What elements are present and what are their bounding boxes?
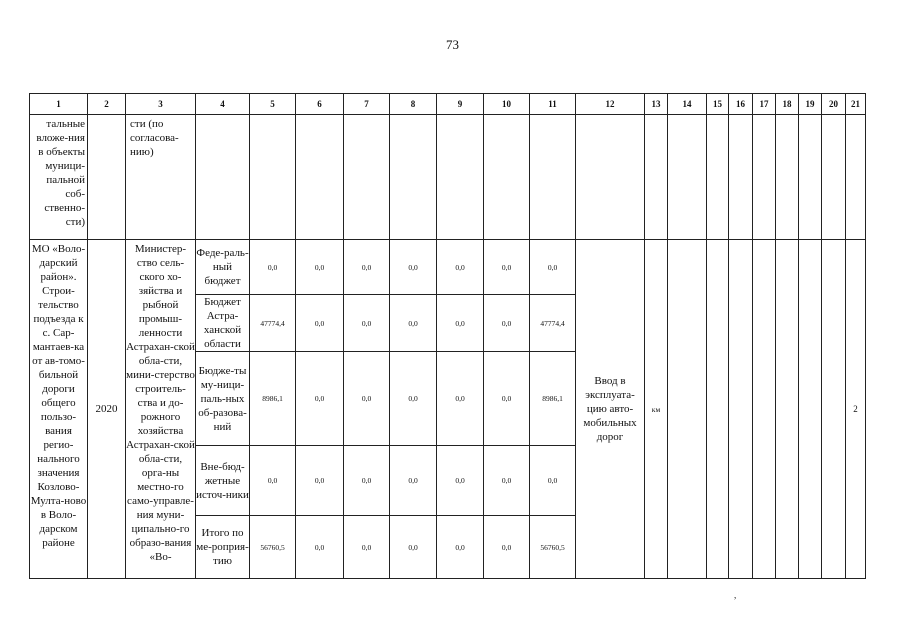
- header-cell: 6: [296, 94, 344, 115]
- amount-cell: 0,0: [250, 240, 296, 295]
- empty-cell: [822, 240, 846, 579]
- header-cell: 8: [390, 94, 437, 115]
- header-cell: 17: [753, 94, 776, 115]
- empty-cell: [729, 115, 753, 240]
- header-cell: 10: [484, 94, 530, 115]
- amount-cell: 0,0: [296, 295, 344, 352]
- funding-source-cell: Феде-раль-ный бюджет: [196, 240, 250, 295]
- amount-cell: 0,0: [296, 352, 344, 446]
- empty-cell: [799, 240, 822, 579]
- header-cell: 1: [30, 94, 88, 115]
- empty-cell: [437, 115, 484, 240]
- empty-cell: [390, 115, 437, 240]
- project-executor-cell: Министер-ство сель-ского хо-зяйства и рыбной промыш-ленности Астрахан-ской обла-сти, мини-стерство строитель-ства и до-рожного хозяйства Астрахан-ской обла-сти, орга-ны местно-го само-управле-ния муни-ципально-го образо-вания «Во-: [126, 240, 196, 579]
- cont-description-cell: тальные вложе-ния в объекты муници-пальной соб-ственно-сти): [30, 115, 88, 240]
- empty-cell: [776, 240, 799, 579]
- amount-cell: 0,0: [437, 240, 484, 295]
- amount-cell: 0,0: [296, 240, 344, 295]
- empty-cell: [668, 115, 707, 240]
- amount-cell: 56760,5: [250, 516, 296, 579]
- amount-cell: 47774,4: [530, 295, 576, 352]
- header-cell: 16: [729, 94, 753, 115]
- amount-cell: 0,0: [530, 446, 576, 516]
- header-cell: 5: [250, 94, 296, 115]
- header-cell: 11: [530, 94, 576, 115]
- empty-cell: [344, 115, 390, 240]
- empty-cell: [296, 115, 344, 240]
- amount-cell: 8986,1: [530, 352, 576, 446]
- empty-cell: [799, 115, 822, 240]
- amount-cell: 0,0: [390, 295, 437, 352]
- amount-cell: 0,0: [344, 516, 390, 579]
- header-cell: 12: [576, 94, 645, 115]
- amount-cell: 56760,5: [530, 516, 576, 579]
- stray-mark: ,: [734, 590, 737, 600]
- amount-cell: 0,0: [344, 352, 390, 446]
- value-21-cell: 2: [846, 240, 866, 579]
- amount-cell: 0,0: [437, 352, 484, 446]
- header-cell: 20: [822, 94, 846, 115]
- program-table: [29, 93, 866, 579]
- amount-cell: 0,0: [390, 446, 437, 516]
- amount-cell: 0,0: [437, 295, 484, 352]
- amount-cell: 0,0: [250, 446, 296, 516]
- empty-cell: [250, 115, 296, 240]
- amount-cell: 0,0: [344, 446, 390, 516]
- page-number: 73: [446, 37, 459, 52]
- empty-cell: [753, 115, 776, 240]
- funding-source-cell: Бюдже-ты му-ници-паль-ных об-разова-ний: [196, 352, 250, 446]
- amount-cell: 0,0: [484, 240, 530, 295]
- empty-cell: [707, 240, 729, 579]
- header-cell: 19: [799, 94, 822, 115]
- amount-cell: 0,0: [390, 352, 437, 446]
- amount-cell: 0,0: [296, 516, 344, 579]
- empty-cell: [668, 240, 707, 579]
- amount-cell: 0,0: [390, 516, 437, 579]
- header-cell: 7: [344, 94, 390, 115]
- funding-source-cell: Итого по ме-роприя-тию: [196, 516, 250, 579]
- header-cell: 18: [776, 94, 799, 115]
- unit-cell: км: [645, 240, 668, 579]
- header-cell: 15: [707, 94, 729, 115]
- project-name-cell: МО «Воло-дарский район». Строи-тельство подъезда к с. Сар-мантаев-ка от ав-томо-бильной дороги общего пользо-вания регио-нального значения Козлово-Мулта-ново в Воло-дарском районе: [30, 240, 88, 579]
- empty-cell: [196, 115, 250, 240]
- amount-cell: 0,0: [437, 516, 484, 579]
- amount-cell: 0,0: [484, 352, 530, 446]
- amount-cell: 0,0: [296, 446, 344, 516]
- header-cell: 9: [437, 94, 484, 115]
- funding-source-cell: Вне-бюд-жетные источ-ники: [196, 446, 250, 516]
- empty-cell: [88, 115, 126, 240]
- empty-cell: [729, 240, 753, 579]
- indicator-cell: Ввод в эксплуата-цию авто-мобильных дорог: [576, 240, 645, 579]
- empty-cell: [707, 115, 729, 240]
- amount-cell: 8986,1: [250, 352, 296, 446]
- empty-cell: [645, 115, 668, 240]
- amount-cell: 0,0: [437, 446, 484, 516]
- amount-cell: 0,0: [484, 446, 530, 516]
- amount-cell: 47774,4: [250, 295, 296, 352]
- header-cell: 13: [645, 94, 668, 115]
- funding-row-federal: [30, 240, 866, 295]
- continuation-row: [30, 115, 866, 240]
- amount-cell: 0,0: [484, 295, 530, 352]
- empty-cell: [822, 115, 846, 240]
- empty-cell: [753, 240, 776, 579]
- empty-cell: [484, 115, 530, 240]
- empty-cell: [576, 115, 645, 240]
- empty-cell: [530, 115, 576, 240]
- header-cell: 14: [668, 94, 707, 115]
- header-cell: 4: [196, 94, 250, 115]
- header-row: [30, 94, 866, 115]
- project-year-cell: 2020: [88, 240, 126, 579]
- amount-cell: 0,0: [484, 516, 530, 579]
- amount-cell: 0,0: [390, 240, 437, 295]
- header-cell: 3: [126, 94, 196, 115]
- header-cell: 21: [846, 94, 866, 115]
- amount-cell: 0,0: [344, 295, 390, 352]
- empty-cell: [776, 115, 799, 240]
- amount-cell: 0,0: [530, 240, 576, 295]
- header-cell: 2: [88, 94, 126, 115]
- cont-executor-cell: сти (по согласова-нию): [126, 115, 196, 240]
- amount-cell: 0,0: [344, 240, 390, 295]
- funding-source-cell: Бюджет Астра-ханской области: [196, 295, 250, 352]
- empty-cell: [846, 115, 866, 240]
